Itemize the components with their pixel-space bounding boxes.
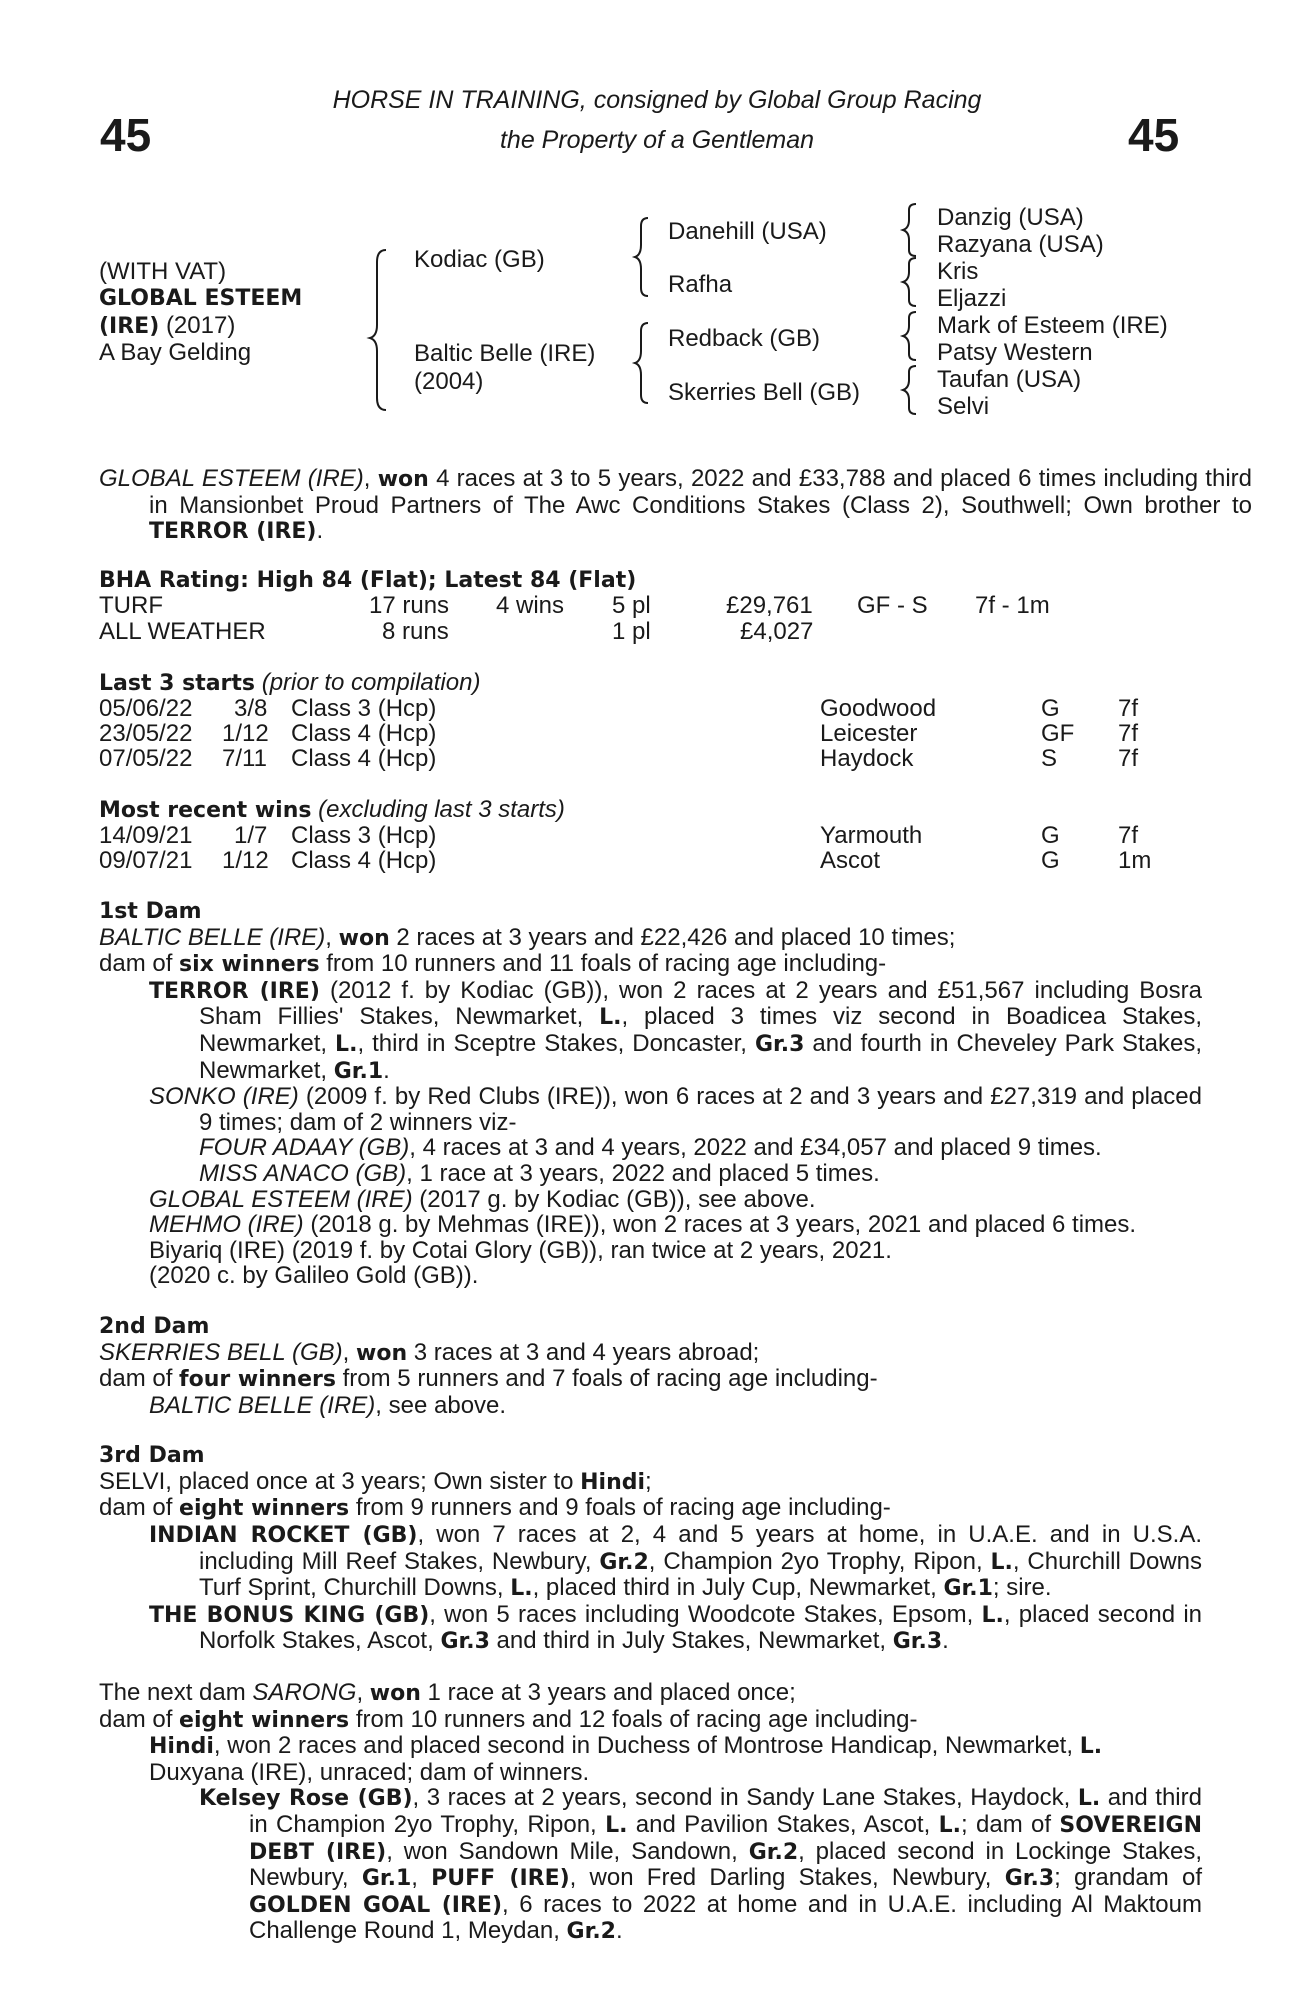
racing-summary: GLOBAL ESTEEM (IRE), won 4 races at 3 to 5 years, 2022 and £33,788 and placed 6 times including third in Mansionbet Proud Partners of The Awc Conditions Stakes (Class 2), Southwell; Own brother to TERROR (IRE).	[99, 465, 1252, 545]
pedigree-brackets	[0, 0, 1314, 430]
first-dam-record: BALTIC BELLE (IRE), won 2 races at 3 years and £22,426 and placed 10 times;	[99, 923, 956, 951]
next-dam-produce: dam of eight winners from 10 runners and 12 foals of racing age including-	[99, 1705, 918, 1733]
produce-duxyana: Duxyana (IRE), unraced; dam of winners.	[149, 1758, 590, 1786]
dam-pedigree-notes	[99, 899, 1202, 1945]
produce-kelsey-rose: Kelsey Rose (GB), 3 races at 2 years, second in Sandy Lane Stakes, Haydock, L. and third in Champion 2yo Trophy, Ripon, L. and Pavilion Stakes, Ascot, L.; dam of SOVEREIGN DEBT (IRE), won Sandown Mile, Sandown, Gr.2, placed second in Lockinge Stakes, Newbury, Gr.1, PUFF (IRE), won Fred Darling Stakes, Newbury, Gr.3; grandam of GOLDEN GOAL (IRE), 6 races to 2022 at home and in U.A.E. including Al Maktoum Challenge Round 1, Meydan, Gr.2.	[199, 1784, 1203, 1945]
dam-year: (2004)	[414, 368, 484, 395]
start-date: 05/06/22	[99, 695, 193, 722]
bha-prize: £4,027	[740, 618, 814, 645]
bha-surface: TURF	[99, 592, 163, 619]
start-course: Leicester	[820, 720, 918, 747]
horse-description: A Bay Gelding	[99, 339, 252, 366]
lot-number-right: 45	[1128, 109, 1180, 161]
start-course: Goodwood	[820, 695, 937, 722]
third-dam-heading: 3rd Dam	[99, 1443, 205, 1469]
start-class: Class 3 (Hcp)	[291, 695, 437, 722]
g3-ssd: Razyana (USA)	[937, 231, 1104, 258]
last-starts-heading: Last 3 starts (prior to compilation)	[99, 669, 481, 696]
produce-global-esteem: GLOBAL ESTEEM (IRE) (2017 g. by Kodiac (GB)), see above.	[149, 1185, 816, 1213]
bha-wins: 4 wins	[496, 592, 565, 619]
second-dam-heading: 2nd Dam	[99, 1313, 210, 1339]
start-going: G	[1041, 695, 1060, 722]
win-position: 1/7	[234, 822, 268, 849]
start-distance: 7f	[1118, 695, 1139, 722]
produce-sonko: SONKO (IRE) (2009 f. by Red Clubs (IRE)), won 6 races at 2 and 3 years and £27,319 and placed 9 times; dam of 2 winners viz-	[149, 1083, 1203, 1136]
win-date: 09/07/21	[99, 847, 193, 874]
win-distance: 1m	[1118, 847, 1152, 874]
g3-sds: Kris	[937, 258, 979, 285]
produce-baltic-belle: BALTIC BELLE (IRE), see above.	[149, 1391, 507, 1419]
start-position: 3/8	[234, 695, 268, 722]
first-dam-heading: 1st Dam	[99, 899, 202, 924]
win-class: Class 3 (Hcp)	[291, 822, 437, 849]
produce-terror: TERROR (IRE) (2012 f. by Kodiac (GB)), won 2 races at 2 years and £51,567 including Bosra Sham Fillies' Stakes, Newmarket, L., placed 3 times viz second in Boadicea Stakes, Newmarket, L., third in Sceptre Stakes, Doncaster, Gr.3 and fourth in Cheveley Park Stakes, Newmarket, Gr.1.	[149, 976, 1202, 1084]
third-dam-record: SELVI, placed once at 3 years; Own sister to Hindi;	[99, 1467, 652, 1495]
win-course: Yarmouth	[820, 822, 923, 849]
bha-surface: ALL WEATHER	[99, 618, 266, 645]
start-date: 23/05/22	[99, 720, 193, 747]
win-position: 1/12	[222, 847, 269, 874]
produce-miss-anaco: MISS ANACO (GB), 1 race at 3 years, 2022 and placed 5 times.	[199, 1159, 880, 1187]
win-going: G	[1041, 822, 1060, 849]
property-line: the Property of a Gentleman	[499, 126, 815, 154]
dam-dam: Skerries Bell (GB)	[668, 379, 861, 406]
bha-runs: 17 runs	[369, 592, 450, 619]
g3-ddd: Selvi	[937, 393, 990, 420]
bha-distance: 7f - 1m	[975, 592, 1050, 619]
g3-dds: Taufan (USA)	[937, 366, 1082, 393]
g3-dss: Mark of Esteem (IRE)	[937, 312, 1168, 339]
second-dam-produce: dam of four winners from 5 runners and 7 foals of racing age including-	[99, 1365, 878, 1393]
sire-sire: Danehill (USA)	[668, 218, 827, 245]
bha-rating-title: BHA Rating: High 84 (Flat); Latest 84 (Flat)	[99, 568, 637, 593]
sire-dam: Rafha	[668, 271, 733, 298]
produce-mehmo: MEHMO (IRE) (2018 g. by Mehmas (IRE)), won 2 races at 3 years, 2021 and placed 6 times.	[149, 1211, 1137, 1239]
start-class: Class 4 (Hcp)	[291, 720, 437, 747]
first-dam-produce: dam of six winners from 10 runners and 11 foals of racing age including-	[99, 950, 887, 978]
start-going: GF	[1041, 720, 1075, 747]
horse-suffix-year: (IRE) (2017)	[99, 312, 236, 339]
dam-sire: Redback (GB)	[668, 325, 821, 352]
produce-2020-colt: (2020 c. by Galileo Gold (GB)).	[149, 1262, 479, 1290]
produce-the-bonus-king: THE BONUS KING (GB), won 5 races including Woodcote Stakes, Epsom, L., placed second in Norfolk Stakes, Ascot, Gr.3 and third in July Stakes, Newmarket, Gr.3.	[149, 1600, 1202, 1655]
bha-placed: 5 pl	[612, 592, 651, 619]
g3-sdd: Eljazzi	[937, 285, 1007, 312]
start-position: 1/12	[222, 720, 269, 747]
next-dam-record: The next dam SARONG, won 1 race at 3 years and placed once;	[99, 1679, 796, 1707]
bha-placed: 1 pl	[612, 618, 651, 645]
vat-label: (WITH VAT)	[99, 258, 227, 285]
g3-sss: Danzig (USA)	[937, 204, 1084, 231]
produce-four-adaay: FOUR ADAAY (GB), 4 races at 3 and 4 years, 2022 and £34,057 and placed 9 times.	[199, 1134, 1102, 1162]
start-distance: 7f	[1118, 745, 1139, 772]
start-going: S	[1041, 745, 1058, 772]
g3-dsd: Patsy Western	[937, 339, 1093, 366]
sire: Kodiac (GB)	[414, 246, 545, 273]
consignor-line: HORSE IN TRAINING, consigned by Global Group Racing	[332, 86, 982, 114]
third-dam-produce: dam of eight winners from 9 runners and 9 foals of racing age including-	[99, 1494, 891, 1522]
produce-biyariq: Biyariq (IRE) (2019 f. by Cotai Glory (GB)), ran twice at 2 years, 2021.	[149, 1236, 892, 1264]
start-date: 07/05/22	[99, 745, 193, 772]
produce-hindi: Hindi, won 2 races and placed second in Duchess of Montrose Handicap, Newmarket, L.	[149, 1732, 1103, 1760]
recent-wins-heading: Most recent wins (excluding last 3 starts)	[99, 796, 565, 823]
dam: Baltic Belle (IRE)	[414, 340, 596, 367]
start-class: Class 4 (Hcp)	[291, 745, 437, 772]
start-distance: 7f	[1118, 720, 1139, 747]
win-date: 14/09/21	[99, 822, 193, 849]
bha-runs: 8 runs	[382, 618, 449, 645]
win-course: Ascot	[820, 847, 881, 874]
start-course: Haydock	[820, 745, 914, 772]
horse-name: GLOBAL ESTEEM	[99, 286, 303, 311]
produce-indian-rocket: INDIAN ROCKET (GB), won 7 races at 2, 4 and 5 years at home, in U.A.E. and in U.S.A. including Mill Reef Stakes, Newbury, Gr.2, Champion 2yo Trophy, Ripon, L., Churchill Downs Turf Sprint, Churchill Downs, L., placed third in July Cup, Newmarket, Gr.1; sire.	[149, 1521, 1203, 1602]
second-dam-record: SKERRIES BELL (GB), won 3 races at 3 and 4 years abroad;	[99, 1338, 760, 1366]
lot-number-left: 45	[100, 109, 152, 161]
win-going: G	[1041, 847, 1060, 874]
win-distance: 7f	[1118, 822, 1139, 849]
start-position: 7/11	[222, 745, 267, 772]
bha-going: GF - S	[857, 592, 928, 619]
bha-prize: £29,761	[726, 592, 813, 619]
win-class: Class 4 (Hcp)	[291, 847, 437, 874]
